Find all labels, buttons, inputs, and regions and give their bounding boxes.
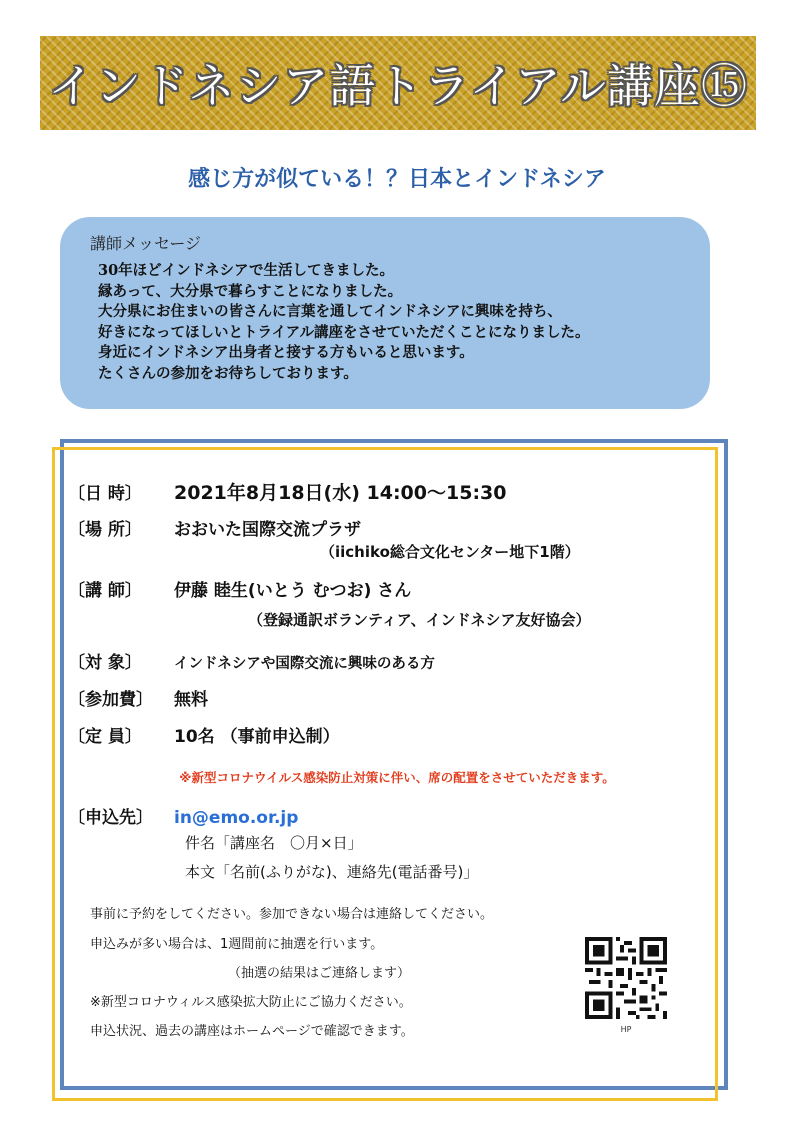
qr-code-icon[interactable] — [585, 937, 667, 1019]
title-banner — [40, 36, 756, 130]
apply-body: 本文「名前(ふりがな)、連絡先(電話番号)」 — [185, 863, 479, 881]
fee-value: 無料 — [174, 690, 208, 710]
lecturer-value: 伊藤 睦生(いとう むつお) さん — [174, 581, 412, 601]
note-line: 申込状況、過去の講座はホームページで確認できます。 — [90, 1024, 414, 1039]
page-title: インドネシア語トライアル講座⑮ — [48, 59, 748, 113]
lecturer-sub: （登録通訳ボランティア、インドネシア友好協会） — [248, 611, 591, 629]
capacity-row — [68, 722, 340, 747]
qr-label: HP — [620, 1025, 632, 1034]
place-value: おおいた国際交流プラザ — [174, 520, 361, 540]
message-line: 身近にインドネシア出身者と接する方もいると思います。 — [98, 344, 474, 361]
target-value: インドネシアや国際交流に興味のある方 — [174, 656, 435, 672]
message-text — [98, 261, 590, 384]
note-line: （抽選の結果はご連絡します） — [228, 966, 411, 981]
message-line: 縁あって、大分県で暮らすことになりました。 — [98, 282, 403, 300]
fee-row — [68, 685, 208, 710]
capacity-value: 10名 （事前申込制） — [174, 727, 340, 747]
apply-email-link[interactable]: in@emo.or.jp — [174, 808, 299, 828]
capacity-label: 〔定 員〕 — [68, 727, 142, 747]
datetime-value: 2021年8月18日(水) 14:00～15:30 — [174, 482, 507, 504]
message-line: 30年ほどインドネシアで生活してきました。 — [98, 262, 394, 279]
message-line: たくさんの参加をお待ちしております。 — [98, 364, 358, 382]
lecturer-row — [68, 576, 411, 601]
apply-label: 〔申込先〕 — [68, 808, 153, 828]
datetime-label: 〔日 時〕 — [68, 484, 142, 504]
message-line: 好きになってほしいとトライアル講座をさせていただくことになりました。 — [98, 323, 590, 341]
apply-row — [68, 803, 298, 828]
note-line: 申込みが多い場合は、1週間前に抽選を行います。 — [90, 937, 384, 952]
place-row — [68, 515, 361, 540]
place-label: 〔場 所〕 — [68, 520, 142, 540]
seating-notice: ※新型コロナウイルス感染防止対策に伴い、席の配置をさせていただきます。 — [179, 770, 615, 785]
lecturer-label: 〔講 師〕 — [68, 581, 142, 601]
lecturer-message-box — [60, 217, 710, 409]
apply-subject: 件名「講座名 〇月×日」 — [185, 834, 363, 852]
target-label: 〔対 象〕 — [68, 653, 142, 673]
note-line: ※新型コロナウィルス感染拡大防止にご協力ください。 — [90, 995, 412, 1010]
place-sub: （iichiko総合文化センター地下1階） — [320, 543, 580, 561]
datetime-row — [68, 478, 506, 505]
subtitle: 感じ方が似ている！？日本とインドネシア — [188, 166, 606, 192]
message-heading: 講師メッセージ — [90, 234, 202, 253]
note-line: 事前に予約をしてください。参加できない場合は連絡してください。 — [90, 907, 494, 922]
message-line: 大分県にお住まいの皆さんに言葉を通してインドネシアに興味を持ち、 — [98, 303, 562, 320]
fee-label: 〔参加費〕 — [68, 690, 153, 710]
target-row — [68, 648, 435, 673]
